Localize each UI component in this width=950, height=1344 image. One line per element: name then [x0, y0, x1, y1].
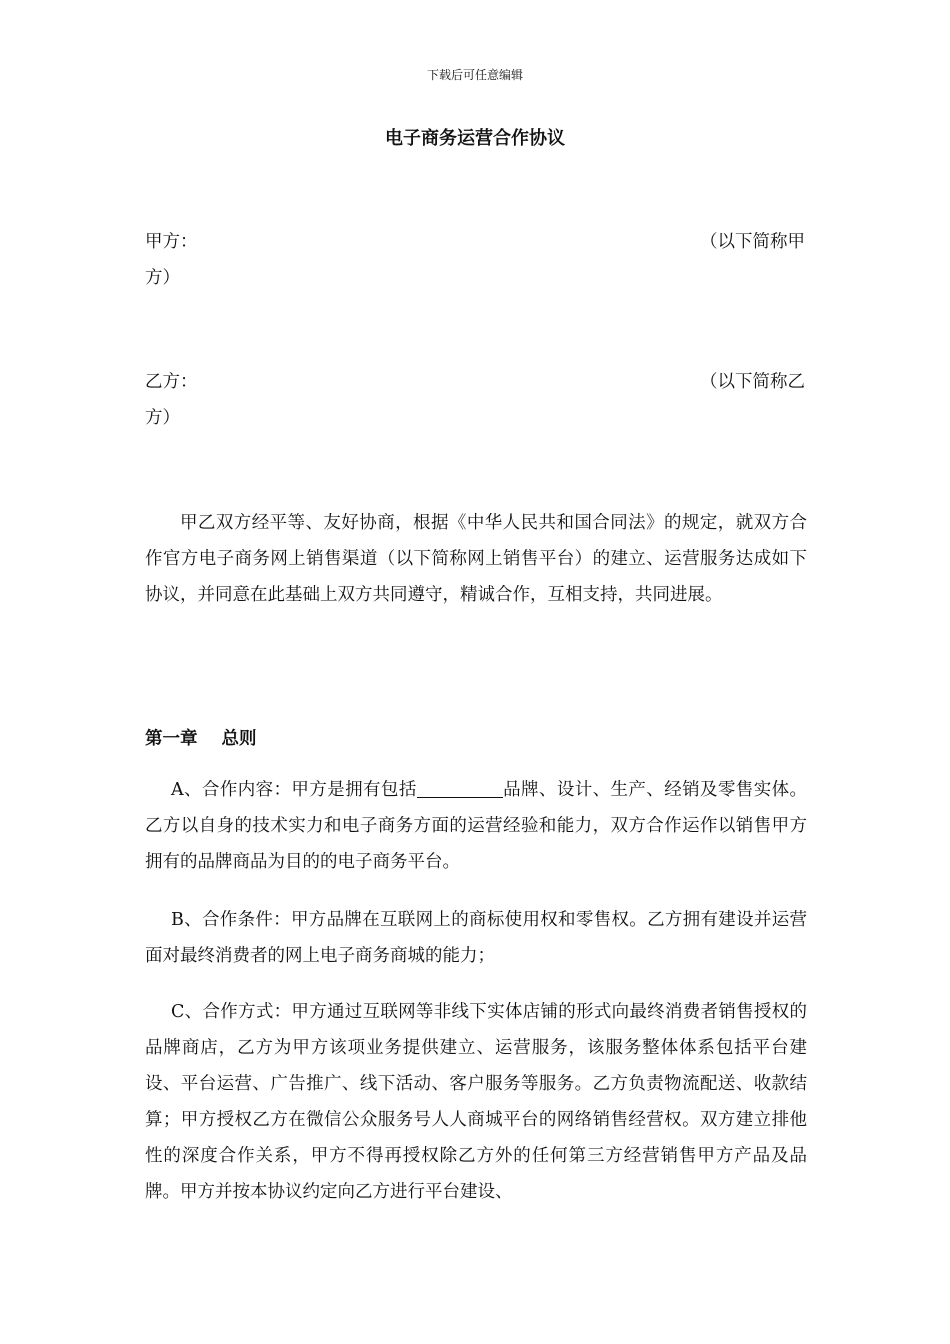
party-a-alias-continued: 方）: [145, 268, 180, 288]
party-b-label: 乙方：: [145, 372, 198, 392]
party-a-label: 甲方：: [145, 232, 198, 252]
clause-b-paragraph: B、合作条件：甲方品牌在互联网上的商标使用权和零售权。乙方拥有建设并运营面对最终消费者的网上电子商务商城的能力；: [145, 910, 807, 966]
clause-a-paragraph: [145, 772, 807, 880]
preamble-paragraph: 甲乙双方经平等、友好协商，根据《中华人民共和国合同法》的规定，就双方合作官方电子商务网上销售渠道（以下简称网上销售平台）的建立、运营服务达成如下协议，并同意在此基础上双方共同遵守，精诚合作，互相支持，共同进展。: [145, 513, 807, 605]
party-b-alias: （以下简称乙: [700, 372, 805, 392]
chapter-number: 第一章: [145, 729, 198, 749]
chapter-heading: [145, 724, 257, 754]
clause-a-text-continued: 品牌、设计、生产、经销及零售实体。乙方以自身的技术实力和电子商务方面的运营经验和能力，双方合作运作以销售甲方拥有的品牌商品为目的的电子商务平台。: [145, 780, 807, 872]
party-a-alias: （以下简称甲: [700, 232, 805, 252]
party-a-block: [145, 224, 805, 296]
chapter-name: 总则: [221, 729, 257, 749]
document-title: 电子商务运营合作协议: [385, 128, 565, 149]
party-b-block: [145, 364, 805, 436]
clause-a-text: A、合作内容：甲方是拥有包括: [171, 780, 417, 800]
brand-name-blank: [417, 777, 503, 798]
clause-c-paragraph: C、合作方式：甲方通过互联网等非线下实体店铺的形式向最终消费者销售授权的品牌商店，乙方为甲方该项业务提供建立、运营服务，该服务整体体系包括平台建设、平台运营、广告推广、线下活动、客户服务等服务。乙方负责物流配送、收款结算；甲方授权乙方在微信公众服务号人人商城平台的网络销售经营权。双方建立排他性的深度合作关系，甲方不得再授权除乙方外的任何第三方经营销售甲方产品及品牌。甲方并按本协议约定向乙方进行平台建设、: [145, 1002, 807, 1202]
party-b-alias-continued: 方）: [145, 408, 180, 428]
page-header: 下载后可任意编辑: [426, 68, 523, 82]
